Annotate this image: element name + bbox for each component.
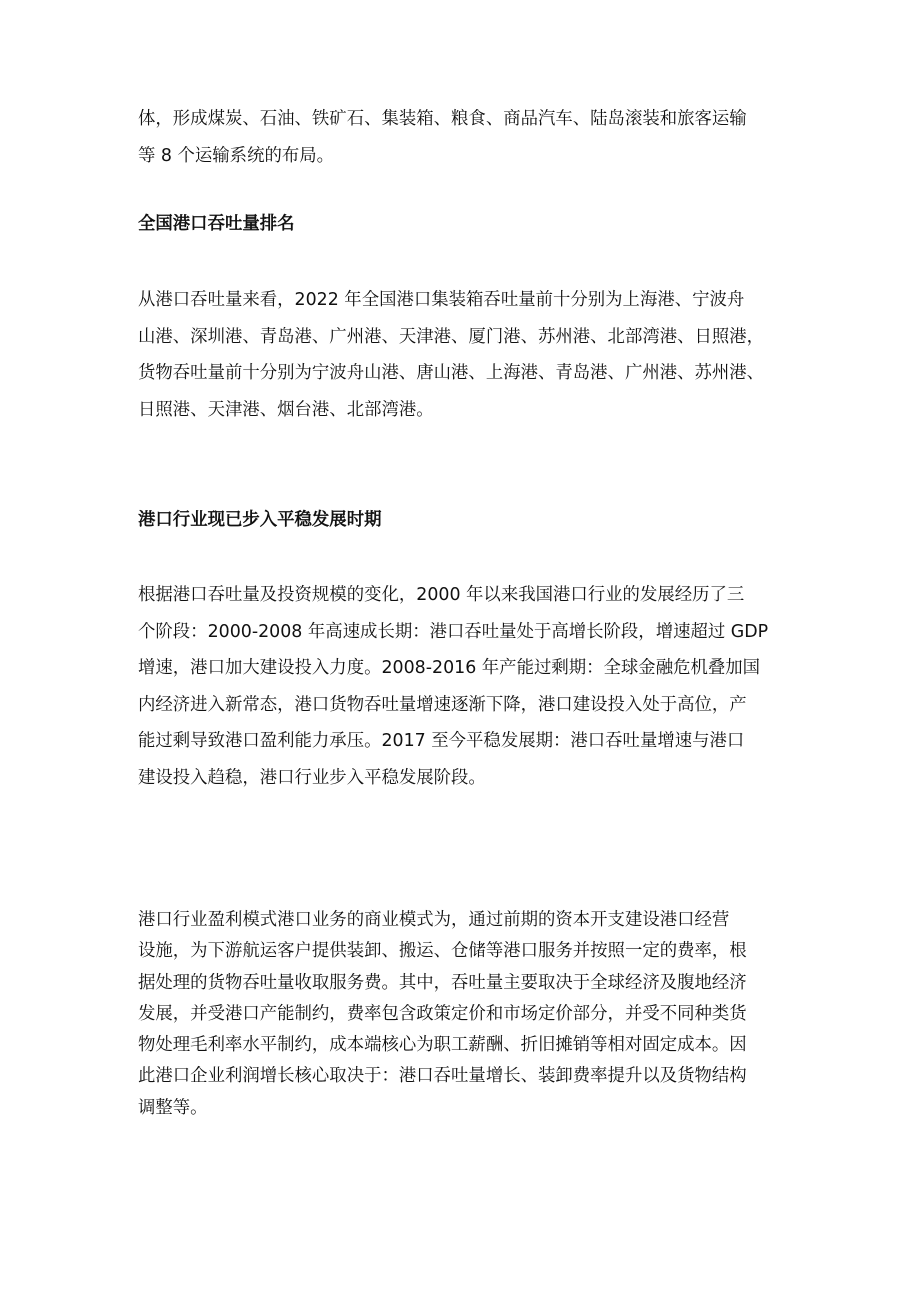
profit-line-2: 设施，为下游航运客户提供装卸、搬运、仓储等港口服务并按照一定的费率，根 [138,941,747,962]
intro-line-2: 等 8 个运输系统的布局。 [138,145,335,166]
stages-paragraph [138,577,788,796]
stages-line-4: 内经济进入新常态，港口货物吞吐量增速逐渐下降，港口建设投入处于高位，产 [138,694,747,715]
ranking-line-4: 日照港、天津港、烟台港、北部湾港。 [138,399,434,420]
stage-heading: 港口行业现已步入平稳发展时期 [138,510,382,530]
ranking-line-2: 山港、深圳港、青岛港、广州港、天津港、厦门港、苏州港、北部湾港、日照港， [138,326,765,347]
profit-paragraph [138,905,788,1124]
ranking-paragraph [138,282,788,428]
profit-line-7: 调整等。 [138,1097,208,1118]
profit-line-5: 物处理毛利率水平制约，成本端核心为职工薪酬、折旧摊销等相对固定成本。因 [138,1035,747,1056]
intro-line-1: 体，形成煤炭、石油、铁矿石、集装箱、粮食、商品汽车、陆岛滚装和旅客运输 [138,109,747,129]
stages-line-3: 增速，港口加大建设投入力度。2008-2016 年产能过剩期：全球金融危机叠加国 [138,658,761,678]
intro-paragraph [138,101,788,174]
stages-line-2: 个阶段：2000-2008 年高速成长期：港口吞吐量处于高增长阶段，增速超过 GDP [138,621,769,642]
profit-line-6: 此港口企业利润增长核心取决于：港口吞吐量增长、装卸费率提升以及货物结构 [138,1066,747,1087]
stages-line-6: 建设投入趋稳，港口行业步入平稳发展阶段。 [138,767,486,788]
ranking-heading: 全国港口吞吐量排名 [138,214,295,234]
ranking-line-1: 从港口吞吐量来看，2022 年全国港口集装箱吞吐量前十分别为上海港、宁波舟 [138,290,745,310]
profit-line-1: 港口行业盈利模式港口业务的商业模式为，通过前期的资本开支建设港口经营 [138,910,730,930]
ranking-line-3: 货物吞吐量前十分别为宁波舟山港、唐山港、上海港、青岛港、广州港、苏州港、 [138,363,765,383]
profit-line-4: 发展，并受港口产能制约，费率包含政策定价和市场定价部分，并受不同种类货 [138,1003,747,1024]
stages-line-1: 根据港口吞吐量及投资规模的变化，2000 年以来我国港口行业的发展经历了三 [138,585,745,605]
profit-line-3: 据处理的货物吞吐量收取服务费。其中，吞吐量主要取决于全球经济及腹地经济 [138,972,747,993]
stages-line-5: 能过剩导致港口盈利能力承压。2017 至今平稳发展期：港口吞吐量增速与港口 [138,731,745,751]
